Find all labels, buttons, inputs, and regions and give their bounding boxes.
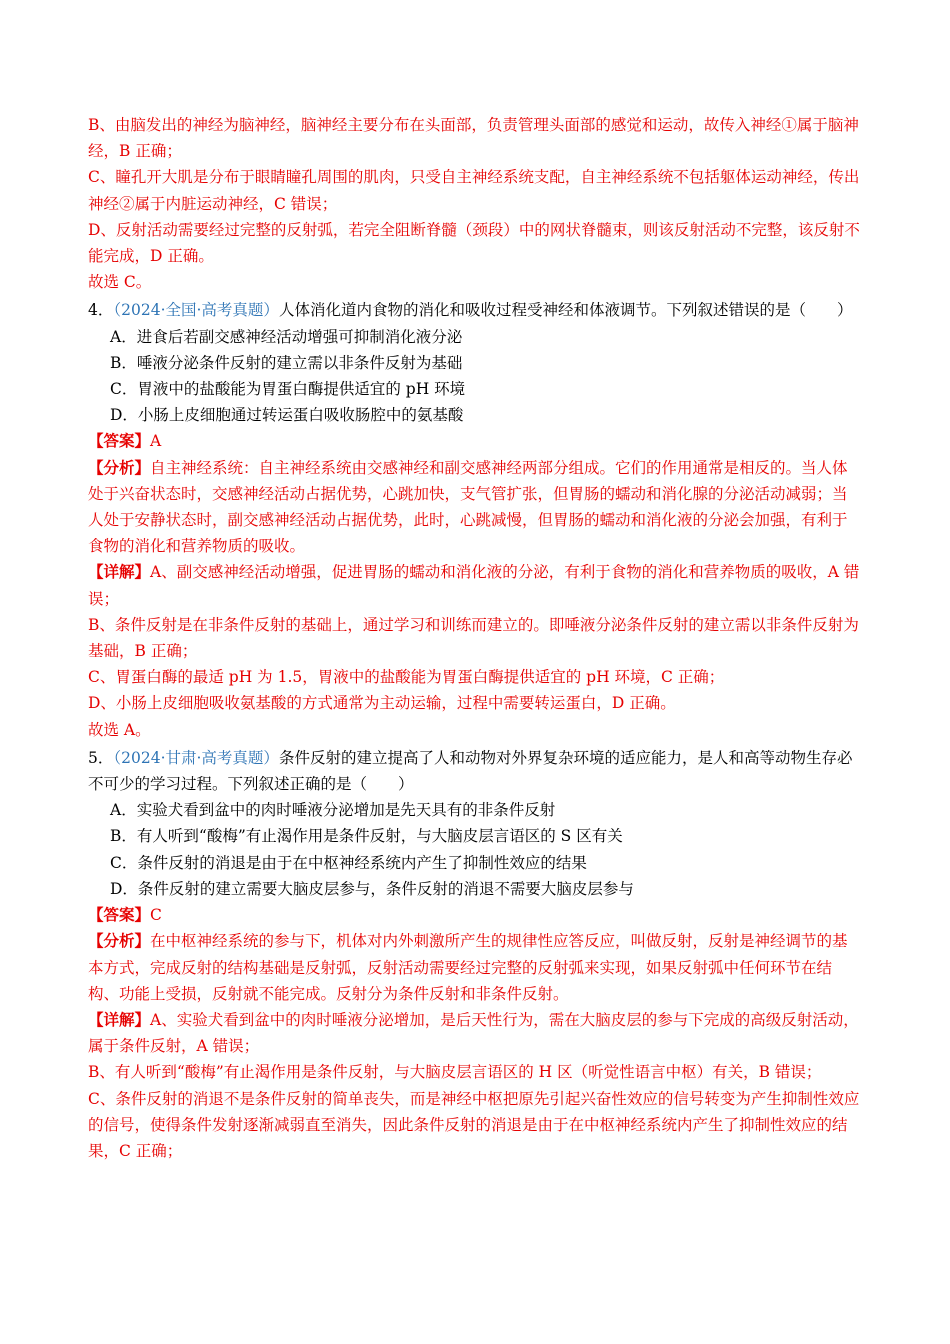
detail bbox=[88, 559, 860, 611]
detail-tag: 【详解】 bbox=[88, 562, 151, 582]
option-b: B．唾液分泌条件反射的建立需以非条件反射为基础 bbox=[110, 353, 463, 372]
answer-value: C bbox=[150, 906, 162, 925]
analysis bbox=[88, 928, 860, 1007]
option-a: A．进食后若副交感神经活动增强可抑制消化液分泌 bbox=[110, 327, 463, 346]
analysis-tag: 【分析】 bbox=[88, 931, 151, 951]
detail bbox=[88, 1007, 860, 1059]
analysis-text: 在中枢神经系统的参与下，机体对内外刺激所产生的规律性应答反应，叫做反射，反射是神经调节的基本方式，完成反射的结构基础是反射弧，反射活动需要经过完整的反射弧来实现，如果反射弧中任何环节在结构、功能上受损，反射就不能完成。反射分为条件反射和非条件反射。 bbox=[88, 932, 848, 1003]
answer-value: A bbox=[150, 432, 162, 451]
prev-conclusion: 故选 C。 bbox=[88, 273, 152, 292]
detail-text: A、实验犬看到盆中的肉时唾液分泌增加，是后天性行为，需在大脑皮层的参与下完成的高级反射活动，属于条件反射，A 错误； bbox=[88, 1010, 859, 1056]
answer-line bbox=[88, 428, 860, 454]
prev-explanation bbox=[88, 112, 860, 295]
detail-line: D、小肠上皮细胞吸收氨基酸的方式通常为主动运输，过程中需要转运蛋白，D 正确。 bbox=[88, 694, 676, 713]
analysis-text: 自主神经系统：自主神经系统由交感神经和副交感神经两部分组成。它们的作用通常是相反的。当人体处于兴奋状态时，交感神经活动占据优势，心跳加快，支气管扩张，但胃肠的蠕动和消化腺的分泌活动减弱；当人处于安静状态时，副交感神经活动占据优势，此时，心跳减慢，但胃肠的蠕动和消化液的分泌会加强，有利于食物的消化和营养物质的吸收。 bbox=[88, 458, 848, 556]
option-c: C．条件反射的消退是由于在中枢神经系统内产生了抑制性效应的结果 bbox=[110, 853, 587, 872]
analysis bbox=[88, 455, 860, 560]
detail-line: C、胃蛋白酶的最适 pH 为 1.5，胃液中的盐酸能为胃蛋白酶提供适宜的 pH 环境，C 正确； bbox=[88, 668, 725, 687]
question-number: 4． bbox=[88, 301, 114, 320]
question-stem bbox=[88, 745, 860, 797]
page-content bbox=[88, 112, 860, 1164]
question-text: 人体消化道内食物的消化和吸收过程受神经和体液调节。下列叙述错误的是（ ） bbox=[278, 301, 853, 320]
question-number: 5． bbox=[88, 748, 114, 767]
option-d: D．小肠上皮细胞通过转运蛋白吸收肠腔中的氨基酸 bbox=[110, 406, 464, 425]
answer-tag: 【答案】 bbox=[88, 431, 151, 451]
detail-tag: 【详解】 bbox=[88, 1009, 151, 1029]
question-4 bbox=[88, 297, 860, 742]
detail-line: B、条件反射是在非条件反射的基础上，通过学习和训练而建立的。即唾液分泌条件反射的建立需以非条件反射为基础，B 正确； bbox=[88, 615, 859, 661]
prev-line: B、由脑发出的神经为脑神经，脑神经主要分布在头面部，负责管理头面部的感觉和运动，故传入神经①属于脑神经，B 正确； bbox=[88, 116, 859, 161]
analysis-tag: 【分析】 bbox=[88, 457, 151, 477]
detail-line: C、条件反射的消退不是条件反射的简单丧失，而是神经中枢把原先引起兴奋性效应的信号转变为产生抑制性效应的信号，使得条件发射逐渐减弱直至消失，因此条件反射的消退是由于在中枢神经系统内产生了抑制性效应的结果，C 正确； bbox=[88, 1089, 860, 1160]
option-c: C．胃液中的盐酸能为胃蛋白酶提供适宜的 pH 环境 bbox=[110, 380, 466, 399]
detail-text: A、副交感神经活动增强，促进胃肠的蠕动和消化液的分泌，有利于食物的消化和营养物质的吸收，A 错误； bbox=[88, 563, 860, 608]
detail-line: B、有人听到“酸梅”有止渴作用是条件反射，与大脑皮层言语区的 H 区（听觉性语言中枢）有关，B 错误； bbox=[88, 1063, 822, 1082]
question-text: 条件反射的建立提高了人和动物对外界复杂环境的适应能力，是人和高等动物生存必不可少的学习过程。下列叙述正确的是（ ） bbox=[88, 748, 853, 794]
answer-line bbox=[88, 902, 860, 928]
prev-line: D、反射活动需要经过完整的反射弧，若完全阻断脊髓（颈段）中的网状脊髓束，则该反射活动不完整，该反射不能完成，D 正确。 bbox=[88, 220, 860, 266]
prev-line: C、瞳孔开大肌是分布于眼睛瞳孔周围的肌肉，只受自主神经系统支配，自主神经系统不包括躯体运动神经，传出神经②属于内脏运动神经，C 错误； bbox=[88, 168, 860, 213]
question-source: （2024·全国·高考真题） bbox=[113, 301, 279, 320]
option-d: D．条件反射的建立需要大脑皮层参与，条件反射的消退不需要大脑皮层参与 bbox=[110, 879, 634, 898]
detail-conclusion: 故选 A。 bbox=[88, 720, 151, 739]
option-a: A．实验犬看到盆中的肉时唾液分泌增加是先天具有的非条件反射 bbox=[110, 801, 556, 820]
question-5 bbox=[88, 745, 860, 1164]
answer-tag: 【答案】 bbox=[88, 905, 151, 925]
option-b: B．有人听到“酸梅”有止渴作用是条件反射，与大脑皮层言语区的 S 区有关 bbox=[110, 827, 623, 846]
question-source: （2024·甘肃·高考真题） bbox=[113, 748, 279, 767]
question-stem bbox=[88, 297, 860, 323]
